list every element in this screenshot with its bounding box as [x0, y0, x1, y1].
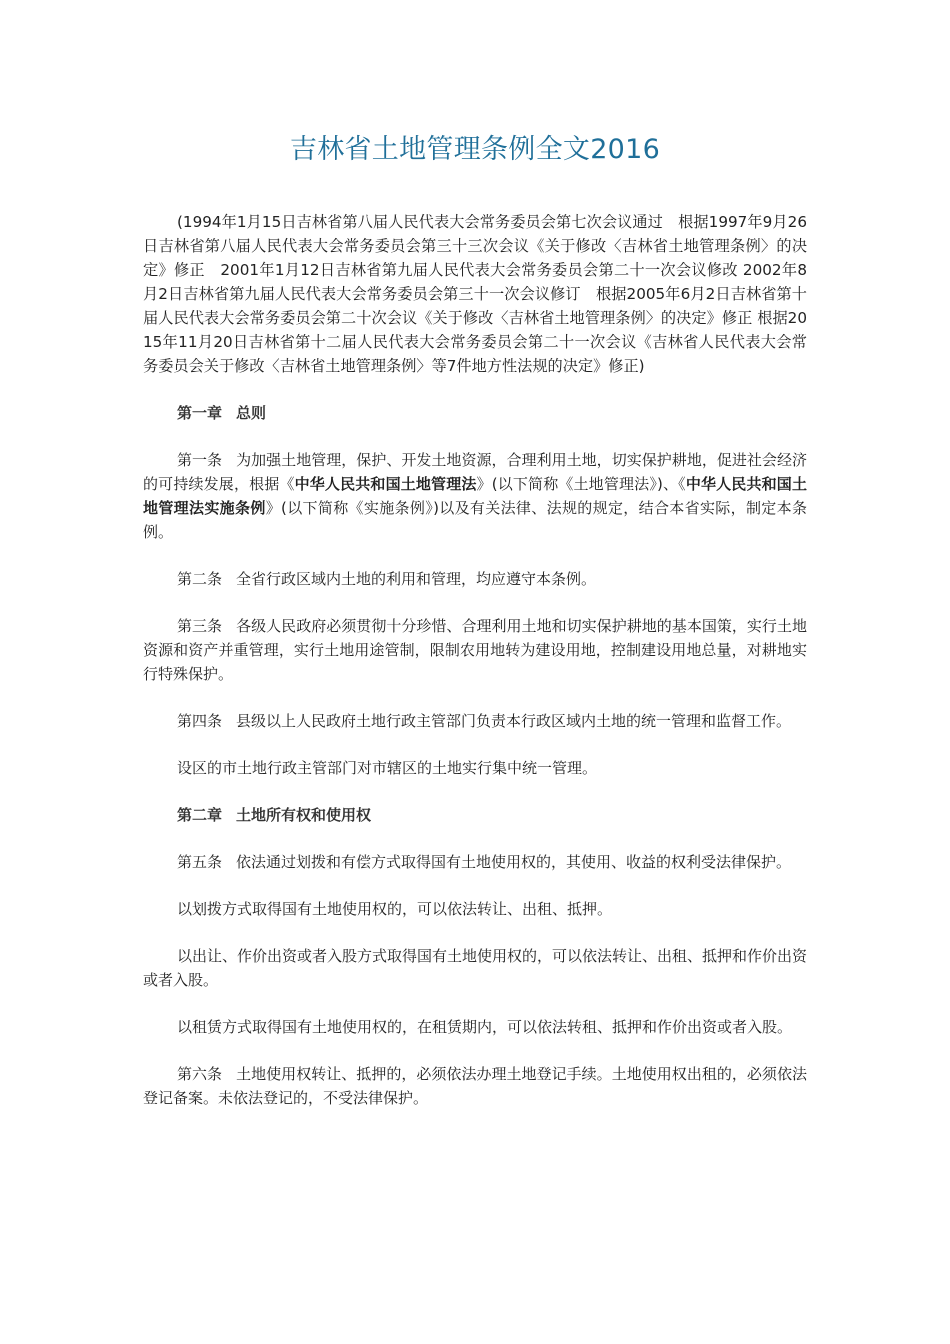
- implementation-regulations-link[interactable]: 中华人民共和国土地管理法实施条例: [143, 475, 807, 517]
- document-page: [143, 128, 807, 1133]
- chapter-1-heading: [143, 401, 807, 425]
- article-1-text-b: 》(以下简称《土地管理法》)、《: [476, 475, 686, 493]
- article-5-paragraph-2: 以划拨方式取得国有土地使用权的，可以依法转让、出租、抵押。: [177, 900, 613, 918]
- article-4: [143, 709, 807, 733]
- article-3-text: 各级人民政府必须贯彻十分珍惜、合理利用土地和切实保护耕地的基本国策，实行土地资源和资产并重管理，实行土地用途管制，限制农用地转为建设用地，控制建设用地总量，对耕地实行特殊保护。: [143, 617, 807, 683]
- chapter-1-name: 总则: [236, 404, 267, 422]
- article-3-label: 第三条: [177, 617, 223, 635]
- article-2-label: 第二条: [177, 570, 223, 588]
- article-5-text: 依法通过划拨和有偿方式取得国有土地使用权的，其使用、收益的权利受法律保护。: [236, 853, 792, 871]
- chapter-2-heading: [143, 803, 807, 827]
- article-4-label: 第四条: [177, 712, 223, 730]
- article-1-text-a: 为加强土地管理，保护、开发土地资源，合理利用土地，切实保护耕地，促进社会经济的可持续发展，根据《: [143, 451, 807, 493]
- article-5-label: 第五条: [177, 853, 223, 871]
- preamble-paragraph: (1994年1月15日吉林省第八届人民代表大会常务委员会第七次会议通过 根据1997年9月26日吉林省第八届人民代表大会常务委员会第三十三次会议《关于修改〈吉林省土地管理条例〉的决定》修正 2001年1月12日吉林省第九届人民代表大会常务委员会第二十一次会议修改 2002年8月2日吉林省第九届人民代表大会常务委员会第三十一次会议修订 根据2005年6月2日吉林省第十届人民代表大会常务委员会第二十次会议《关于修改〈吉林省土地管理条例〉的决定》修正 根据2015年11月20日吉林省第十二届人民代表大会常务委员会第二十一次会议《吉林省人民代表大会常务委员会关于修改〈吉林省土地管理条例〉等7件地方性法规的决定》修正): [143, 213, 807, 375]
- chapter-2-name: 土地所有权和使用权: [236, 806, 372, 824]
- article-2-text: 全省行政区域内土地的利用和管理，均应遵守本条例。: [236, 570, 597, 588]
- article-1-label: 第一条: [177, 451, 223, 469]
- article-1: [143, 448, 807, 544]
- article-5: [143, 850, 807, 874]
- chapter-1-label: 第一章: [177, 404, 223, 422]
- article-5-paragraph-4: 以租赁方式取得国有土地使用权的，在租赁期内，可以依法转租、抵押和作价出资或者入股。: [177, 1018, 793, 1036]
- land-management-law-link[interactable]: 中华人民共和国土地管理法: [294, 475, 477, 493]
- article-6-text: 土地使用权转让、抵押的，必须依法办理土地登记手续。土地使用权出租的，必须依法登记备案。未依法登记的，不受法律保护。: [143, 1065, 807, 1107]
- article-2: [143, 567, 807, 591]
- chapter-2-label: 第二章: [177, 806, 223, 824]
- article-5-paragraph-3: 以出让、作价出资或者入股方式取得国有土地使用权的，可以依法转让、出租、抵押和作价出资或者入股。: [143, 947, 808, 989]
- article-6-label: 第六条: [177, 1065, 223, 1083]
- article-4-text: 县级以上人民政府土地行政主管部门负责本行政区域内土地的统一管理和监督工作。: [236, 712, 792, 730]
- article-1-text-c: 》(以下简称《实施条例》)以及有关法律、法规的规定，结合本省实际，制定本条例。: [143, 499, 807, 541]
- article-6: [143, 1062, 807, 1110]
- article-4-paragraph-2: 设区的市土地行政主管部门对市辖区的土地实行集中统一管理。: [177, 759, 598, 777]
- article-3: [143, 614, 807, 686]
- document-title: 吉林省土地管理条例全文2016: [289, 134, 661, 165]
